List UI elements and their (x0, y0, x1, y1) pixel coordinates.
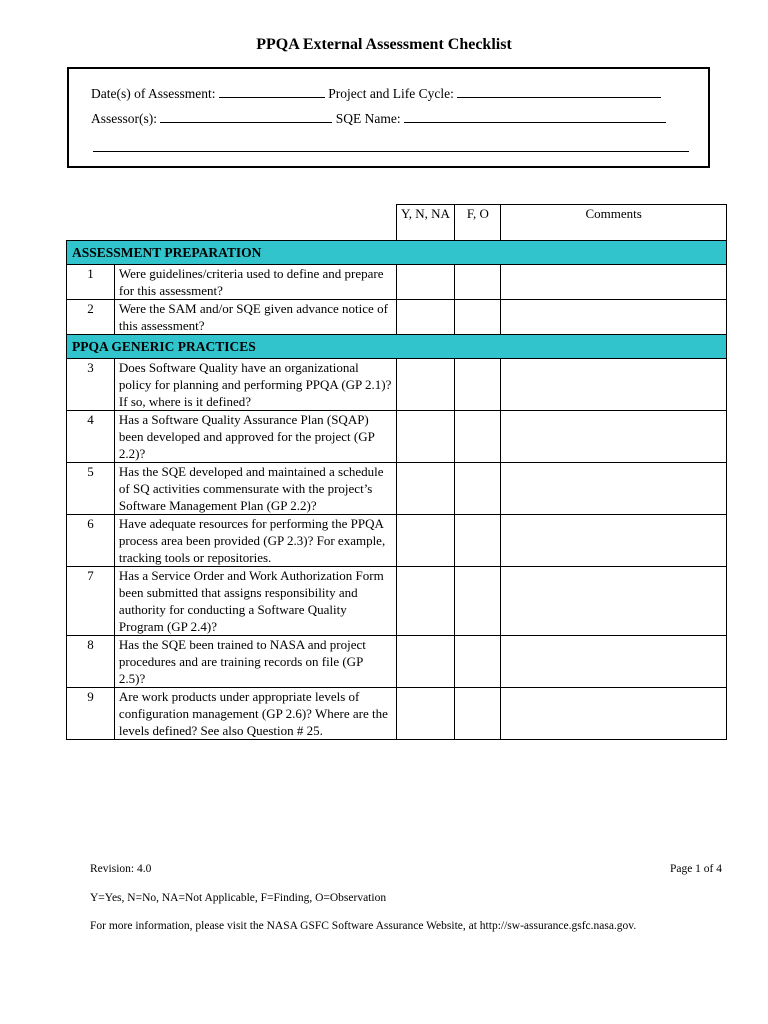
sqe-label: SQE Name: (335, 111, 401, 126)
page-number: Page 1 of 4 (669, 863, 722, 875)
fo-cell[interactable] (455, 636, 501, 688)
dates-field[interactable] (219, 86, 325, 98)
row-number: 5 (67, 463, 115, 515)
row-number: 1 (67, 265, 115, 300)
yn-cell[interactable] (396, 359, 455, 411)
comments-header: Comments (501, 205, 727, 241)
row-number: 4 (67, 411, 115, 463)
yn-cell[interactable] (396, 636, 455, 688)
fo-cell[interactable] (455, 567, 501, 636)
fo-header: F, O (455, 205, 501, 241)
comments-cell[interactable] (501, 300, 727, 335)
table-row (67, 515, 727, 567)
row-number: 9 (67, 688, 115, 740)
question-text: Has a Software Quality Assurance Plan (SQAP) been developed and approved for the project (GP 2.2)? (114, 411, 396, 463)
website-info: For more information, please visit the NASA GSFC Software Assurance Website, at http://sw-assurance.gsfc.nasa.gov. (90, 920, 637, 932)
table-row (67, 300, 727, 335)
table-row (67, 688, 727, 740)
section-header (67, 335, 727, 359)
fo-cell[interactable] (455, 463, 501, 515)
row-number: 2 (67, 300, 115, 335)
yn-cell[interactable] (396, 411, 455, 463)
info-line-2 (91, 111, 666, 127)
comments-cell[interactable] (501, 567, 727, 636)
comments-cell[interactable] (501, 515, 727, 567)
section-title: ASSESSMENT PREPARATION (67, 241, 727, 265)
comments-cell[interactable] (501, 463, 727, 515)
section-title: PPQA GENERIC PRACTICES (67, 335, 727, 359)
comments-cell[interactable] (501, 636, 727, 688)
checklist-table (66, 204, 727, 740)
fo-cell[interactable] (455, 300, 501, 335)
comments-cell[interactable] (501, 411, 727, 463)
project-label: Project and Life Cycle: (328, 86, 454, 101)
question-text: Does Software Quality have an organizational policy for planning and performing PPQA (GP 2.1)? If so, where is it defined? (114, 359, 396, 411)
yn-cell[interactable] (396, 515, 455, 567)
table-row (67, 567, 727, 636)
comments-cell[interactable] (501, 359, 727, 411)
row-number: 7 (67, 567, 115, 636)
yn-cell[interactable] (396, 265, 455, 300)
comments-cell[interactable] (501, 265, 727, 300)
row-number: 6 (67, 515, 115, 567)
project-field[interactable] (457, 86, 661, 98)
assessor-label: Assessor(s): (91, 111, 157, 126)
question-text: Were guidelines/criteria used to define and prepare for this assessment? (114, 265, 396, 300)
question-text: Has a Service Order and Work Authorization Form been submitted that assigns responsibility and authority for conducting a Software Quality Program (GP 2.4)? (114, 567, 396, 636)
table-row (67, 636, 727, 688)
yn-header: Y, N, NA (396, 205, 455, 241)
question-text: Were the SAM and/or SQE given advance notice of this assessment? (114, 300, 396, 335)
fo-cell[interactable] (455, 359, 501, 411)
row-number: 3 (67, 359, 115, 411)
fo-cell[interactable] (455, 265, 501, 300)
question-text: Has the SQE developed and maintained a schedule of SQ activities commensurate with the project’s Software Management Plan (GP 2.2)? (114, 463, 396, 515)
table-row (67, 265, 727, 300)
table-row (67, 359, 727, 411)
yn-cell[interactable] (396, 463, 455, 515)
yn-cell[interactable] (396, 300, 455, 335)
question-text: Are work products under appropriate levels of configuration management (GP 2.6)? Where are the levels defined? See also Question # 25. (114, 688, 396, 740)
fo-cell[interactable] (455, 515, 501, 567)
notes-line[interactable] (93, 151, 689, 152)
yn-cell[interactable] (396, 567, 455, 636)
sqe-field[interactable] (404, 111, 666, 123)
fo-cell[interactable] (455, 411, 501, 463)
comments-cell[interactable] (501, 688, 727, 740)
header-row (67, 205, 727, 241)
header-spacer (67, 205, 397, 241)
fo-cell[interactable] (455, 688, 501, 740)
yn-cell[interactable] (396, 688, 455, 740)
assessor-field[interactable] (160, 111, 332, 123)
dates-label: Date(s) of Assessment: (91, 86, 216, 101)
revision-label: Revision: 4.0 (90, 863, 152, 875)
legend-text: Y=Yes, N=No, NA=Not Applicable, F=Finding, O=Observation (90, 892, 387, 904)
info-line-1 (91, 86, 661, 102)
section-header (67, 241, 727, 265)
table-row (67, 463, 727, 515)
document-title: PPQA External Assessment Checklist (256, 36, 512, 53)
assessment-info-box (67, 67, 710, 168)
question-text: Have adequate resources for performing the PPQA process area been provided (GP 2.3)? For example, tracking tools or repositories. (114, 515, 396, 567)
question-text: Has the SQE been trained to NASA and project procedures and are training records on file (GP 2.5)? (114, 636, 396, 688)
table-row (67, 411, 727, 463)
row-number: 8 (67, 636, 115, 688)
